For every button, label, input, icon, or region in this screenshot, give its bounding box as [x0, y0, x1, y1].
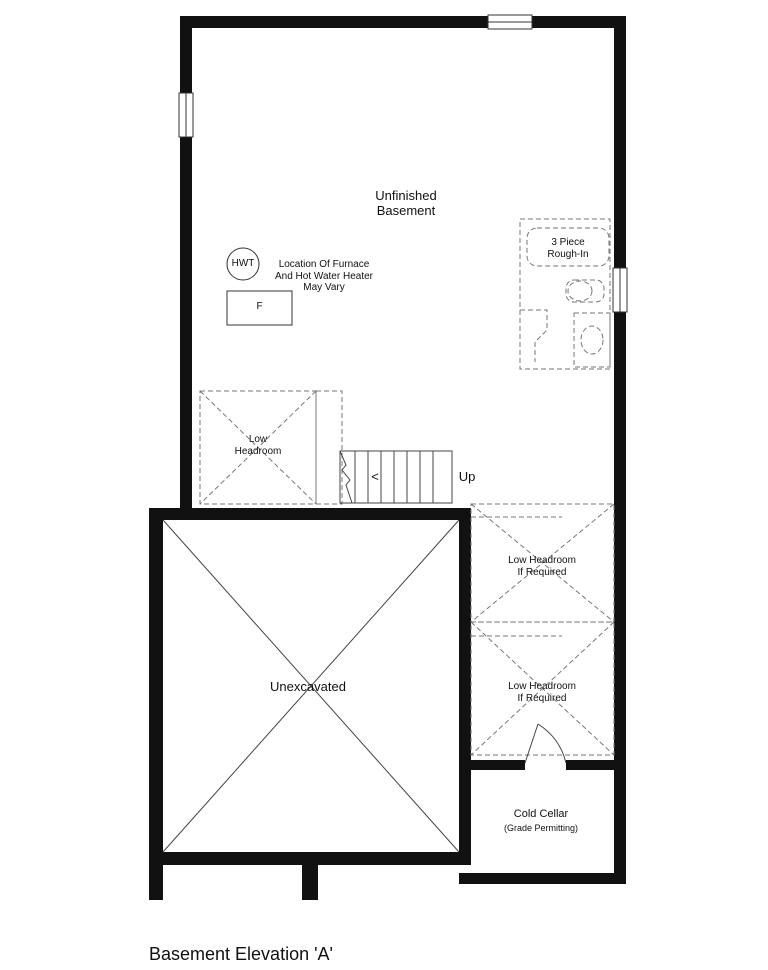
furnace-label: F: [256, 301, 263, 312]
unfinished-basement-label: Unfinished Basement: [375, 188, 437, 218]
hwt-label: HWT: [231, 258, 255, 269]
window-top: [488, 15, 532, 29]
plan-caption: Basement Elevation 'A': [149, 944, 333, 964]
window-right: [613, 268, 627, 312]
window-left: [179, 93, 193, 137]
stair-arrow-icon: <: [371, 469, 379, 484]
exterior-walls: [149, 16, 626, 900]
low-headroom-required-label-1: Low Headroom If Required: [508, 555, 576, 578]
rough-in-label: 3 Piece Rough-In: [547, 237, 589, 260]
cold-cellar-door: [525, 724, 566, 763]
stairs: [340, 451, 452, 503]
stair-up-label: Up: [458, 469, 476, 484]
unexcavated-label: Unexcavated: [270, 679, 346, 694]
low-headroom-required-label-2: Low Headroom If Required: [508, 681, 576, 704]
low-headroom-label: Low Headroom: [234, 434, 282, 457]
furnace-note: Location Of Furnace And Hot Water Heater May Vary: [274, 259, 373, 293]
cold-cellar-note: (Grade Permitting): [503, 823, 579, 833]
cold-cellar-label: Cold Cellar: [513, 808, 569, 820]
